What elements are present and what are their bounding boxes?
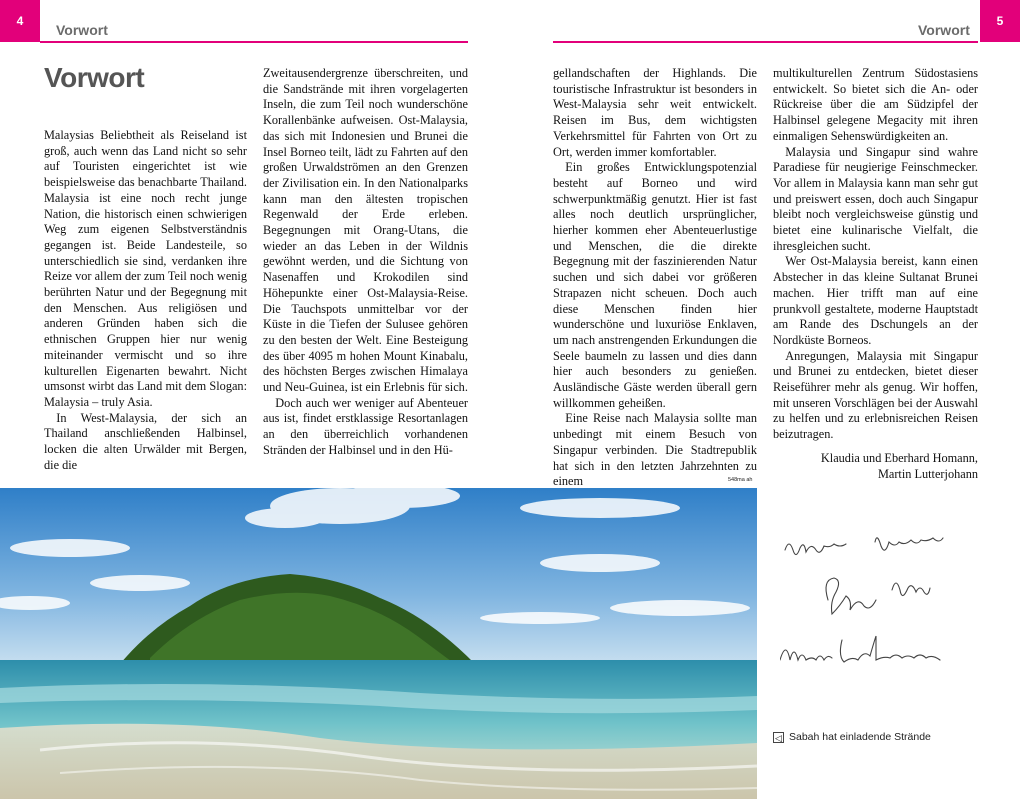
paragraph: Zweitausendergrenze überschreiten, und die Sandstrände mit ihren vorgelagerten Inseln, die zum Teil noch wunderschöne Korallenbänke aufweisen. Ost-Malaysia, das sich mit Indonesien und Brunei die Insel Borneo teilt, lädt zu Fahrten auf den großen Urwaldströmen an den Grenzen der Zivilisation ein. In den Nationalparks kann man den ältesten tropischen Regenwald der Erde erleben. Begegnungen mit Orang-Utans, die wieder an das Leben in der Wildnis gewöhnt werden, und die Sichtung von Nasenaffen und Krokodilen sind Höhepunkte einer Ost-Malaysia-Reise. Die Tauchspots unmittelbar vor der Küste in die Tiefen der Sulusee gehören zu den besten der Welt. Eine Besteigung des über 4095 m hohen Mount Kinabalu, des höchsten Berges zwischen Himalaya und Neu-Guinea, ist ein Erlebnis für sich. xyxy=(263,66,468,395)
running-head: Vorwort xyxy=(56,22,108,38)
photo-caption xyxy=(773,731,931,743)
text-column xyxy=(263,66,468,459)
photo-credit: 548ma ah xyxy=(728,477,753,483)
page-number: 5 xyxy=(980,0,1020,42)
page-number: 4 xyxy=(0,0,40,42)
paragraph: Doch auch wer weniger auf Abenteuer aus ist, findet erstklassige Resortanlagen an den überreichlich vorhandenen Stränden der Halbinsel und in den Hü- xyxy=(263,395,468,457)
paragraph: Malaysia und Singapur sind wahre Paradiese für neugierige Feinschmecker. Vor allem in Malaysia kann man sehr gut und preiswert essen, doch auch Singapur bleibt noch vergleichsweise günstig und bietet eine kulinarische Vielfalt, die ihresgleichen sucht. xyxy=(773,144,978,253)
author-signatures xyxy=(780,520,990,680)
paragraph: gellandschaften der Highlands. Die touristische Infrastruktur ist besonders in West-Malaysia sehr weit entwickelt. Reisen im Bus, dem wichtigsten Verkehrsmittel für Fahrten von Ort zu Ort, werden immer komfortabler. xyxy=(553,66,757,159)
paragraph: Ein großes Entwicklungspotenzial besteht auf Borneo und wird schwerpunktmäßig genutzt. Hier ist fast alles noch deutlich ursprünglicher, hierher kommen eher Abenteuerlustige und Menschen, die die direkte Begegnung mit der faszinierenden Natur suchen und sich dabei vor größeren Strapazen nicht scheuen. Doch auch diese Menschen finden hier wunderschöne und luxuriöse Enklaven, um nach anstrengenden Erkundungen die Seele baumeln zu lassen und dies dann hier auch besonders zu genießen. Ausländische Gäste werden überall gern willkommen geheißen. xyxy=(553,160,757,410)
paragraph: Wer Ost-Malaysia bereist, kann einen Abstecher in das kleine Sultanat Brunei machen. Hier trifft man auf eine prunkvoll gestaltete, moderne Hauptstadt am Rande des Dschungels an der Nordküste Borneos. xyxy=(773,254,978,347)
header-rule xyxy=(553,41,978,43)
beach-island-photo xyxy=(0,488,757,799)
author-names: Martin Lutterjohann xyxy=(877,466,978,481)
paragraph: Malaysias Beliebtheit als Reiseland ist groß, auch wenn das Land nicht so sehr auf Touristen eingerichtet ist wie beispielsweise das benachbarte Thailand. Malaysia ist eine noch recht junge Nation, die historisch einen schwierigen Weg zum eigenen Selbstverständnis gegangen ist. Beide Landesteile, so unterschiedlich sie sind, verdanken ihre Reize vor allem der zum Teil noch wenig berührten Natur und der Begegnung mit den Menschen. Aus religiösen und anderen Gründen haben sich die ethnischen Gruppen hier nur wenig miteinander vermischt und so ihre kulturellen Eigenarten bewahrt. Nicht umsonst wirbt das Land mit dem Slogan: Malaysia – truly Asia. xyxy=(44,128,247,409)
caption-text: Sabah hat einladende Strände xyxy=(789,731,931,743)
header-rule xyxy=(40,41,468,43)
paragraph: multikulturellen Zentrum Südostasiens entwickelt. So bietet sich die An- oder Rückreise über die am Südzipfel der Halbinsel gelegene Megacity mit ihren einmaligen Sehenswürdigkeiten an. xyxy=(773,66,978,143)
text-column xyxy=(44,128,247,473)
author-names: Klaudia und Eberhard Homann, xyxy=(820,450,978,465)
text-column xyxy=(553,66,757,490)
chapter-title: Vorwort xyxy=(44,62,145,93)
running-head: Vorwort xyxy=(918,22,970,38)
paragraph: In West-Malaysia, der sich an Thailand anschließenden Halbinsel, locken die alten Urwälder mit Bergen, die die xyxy=(44,410,247,472)
paragraph: Anregungen, Malaysia mit Singapur und Brunei zu entdecken, bietet dieser Reiseführer mehr als genug. Wir hoffen, mit unseren Vorschlägen bei der Auswahl zu helfen und zu erlebnisreichen Reisen beizutragen. xyxy=(773,348,978,442)
photo-pointer-icon: ◁ xyxy=(773,732,784,743)
text-column xyxy=(773,66,978,482)
paragraph: Eine Reise nach Malaysia sollte man unbedingt mit einem Besuch von Singapur verbinden. Die Stadtrepublik hat sich in den letzten Jahrzehnten zu einem xyxy=(553,411,757,489)
